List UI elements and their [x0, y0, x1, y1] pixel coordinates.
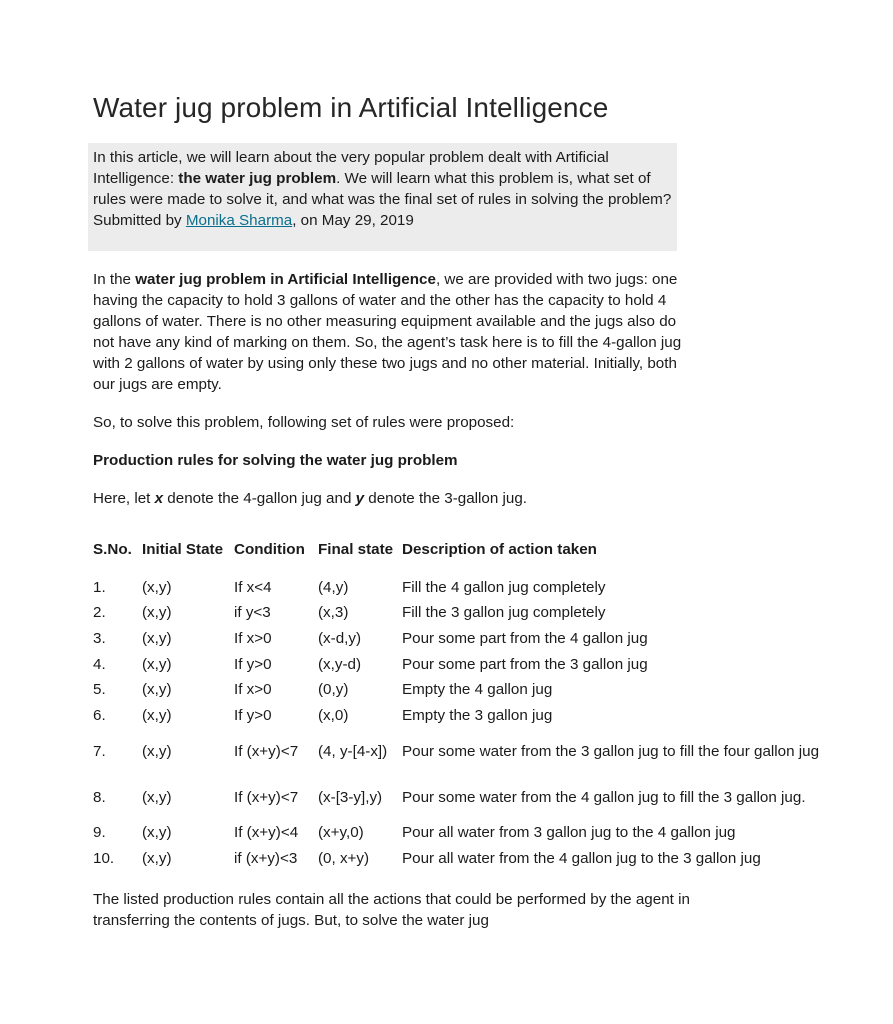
- intro-text-2: . We will learn what this problem is, what set of rules were made to solve it, and what was the final set of rules in solving the problem?: [93, 170, 672, 208]
- cell-final-state: (x-d,y): [318, 629, 362, 647]
- header-description: Description of action taken: [402, 541, 597, 558]
- para3-text-3: denote the 3-gallon jug.: [364, 490, 528, 507]
- cell-initial-state: (x,y): [142, 629, 172, 647]
- para1-text-1: In the: [93, 271, 136, 288]
- cell-condition: If (x+y)<7: [234, 743, 299, 761]
- table-row: [93, 626, 893, 652]
- submitted-line: [93, 210, 672, 231]
- cell-final-state: (x,y-d): [318, 655, 362, 673]
- cell-condition: If y>0: [234, 706, 272, 724]
- cell-sno: 6.: [93, 706, 106, 724]
- header-condition: Condition: [234, 541, 305, 558]
- cell-condition: If (x+y)<7: [234, 789, 299, 807]
- paragraph-intro: [93, 269, 693, 395]
- para3-text-1: Here, let: [93, 490, 155, 507]
- cell-initial-state: (x,y): [142, 604, 172, 622]
- author-link[interactable]: Monika Sharma: [185, 212, 293, 229]
- cell-sno: 2.: [93, 604, 106, 622]
- paragraph-rules-intro: So, to solve this problem, following set of rules were proposed:: [93, 414, 515, 431]
- cell-final-state: (x,0): [318, 706, 349, 724]
- cell-final-state: (x-[3-y],y): [318, 789, 383, 807]
- cell-condition: If x>0: [234, 629, 272, 647]
- cell-condition: If y>0: [234, 655, 272, 673]
- cell-description: Fill the 4 gallon jug completely: [402, 578, 606, 596]
- intro-text: [93, 147, 672, 210]
- table-row: [93, 575, 893, 601]
- cell-condition: If x<4: [234, 578, 272, 596]
- cell-final-state: (x+y,0): [318, 824, 364, 842]
- header-initial-state: Initial State: [142, 541, 224, 558]
- cell-description: Pour some water from the 4 gallon jug to fill the 3 gallon jug.: [402, 789, 806, 807]
- cell-description: Pour all water from the 4 gallon jug to the 3 gallon jug: [402, 849, 761, 867]
- cell-final-state: (0,y): [318, 681, 349, 699]
- header-final-state: Final state: [318, 541, 394, 558]
- cell-initial-state: (x,y): [142, 681, 172, 699]
- table-row: [93, 677, 893, 703]
- cell-condition: if y<3: [234, 604, 271, 622]
- cell-description: Pour all water from 3 gallon jug to the 4 gallon jug: [402, 824, 736, 842]
- intro-bold: the water jug problem: [178, 170, 337, 187]
- page-title: Water jug problem in Artificial Intelligence: [93, 92, 609, 123]
- cell-initial-state: (x,y): [142, 655, 172, 673]
- cell-condition: If x>0: [234, 681, 272, 699]
- cell-sno: 8.: [93, 789, 106, 807]
- cell-initial-state: (x,y): [142, 743, 172, 761]
- cell-sno: 3.: [93, 629, 106, 647]
- cell-description: Empty the 4 gallon jug: [402, 681, 553, 699]
- cell-description: Fill the 3 gallon jug completely: [402, 604, 606, 622]
- var-x: x: [154, 490, 164, 507]
- paragraph-variables: [93, 488, 693, 509]
- cell-final-state: (4,y): [318, 578, 349, 596]
- table-row: [93, 821, 893, 847]
- submitted-date: , on May 29, 2019: [292, 212, 414, 229]
- table-row: [93, 652, 893, 678]
- section-heading: Production rules for solving the water jug problem: [93, 452, 458, 469]
- cell-description: Pour some water from the 3 gallon jug to fill the four gallon jug: [402, 743, 820, 761]
- production-rules-table: [93, 525, 893, 872]
- cell-sno: 10.: [93, 849, 115, 867]
- para1-text-2: , we are provided with two jugs: one having the capacity to hold 3 gallons of water and the other has the capacity to hold 4 gallons of water. There is no other measuring equipment available and the jugs also do not have any kind of marking on them. So, the agent’s task here is to fill the 4-gallon jug with 2 gallons of water by using only these two jugs and no other material. Initially, both our jugs are empty.: [93, 271, 682, 393]
- cell-sno: 5.: [93, 681, 106, 699]
- cell-sno: 4.: [93, 655, 106, 673]
- cell-sno: 7.: [93, 743, 106, 761]
- intro-text-1: In this article, we will learn about the very popular problem dealt with Artificial Intelligence:: [93, 149, 609, 187]
- paragraph-closing: The listed production rules contain all the actions that could be performed by the agent in transferring the contents of jugs. But, to solve the water jug: [93, 891, 690, 929]
- table-row: [93, 729, 893, 775]
- para1-bold: water jug problem in Artificial Intelligence: [135, 271, 436, 288]
- intro-box: [88, 143, 677, 251]
- submitted-prefix: Submitted by: [93, 212, 186, 229]
- cell-initial-state: (x,y): [142, 849, 172, 867]
- cell-final-state: (4, y-[4-x]): [318, 743, 388, 761]
- table-row: [93, 703, 893, 729]
- header-sno: S.No.: [93, 541, 132, 558]
- cell-initial-state: (x,y): [142, 824, 172, 842]
- cell-condition: if (x+y)<3: [234, 849, 298, 867]
- para3-text-2: denote the 4-gallon jug and: [163, 490, 356, 507]
- cell-description: Empty the 3 gallon jug: [402, 706, 553, 724]
- cell-description: Pour some part from the 3 gallon jug: [402, 655, 648, 673]
- cell-final-state: (x,3): [318, 604, 349, 622]
- cell-final-state: (0, x+y): [318, 849, 370, 867]
- table-row: [93, 846, 893, 872]
- cell-condition: If (x+y)<4: [234, 824, 299, 842]
- var-y: y: [355, 490, 365, 507]
- cell-sno: 1.: [93, 578, 106, 596]
- cell-sno: 9.: [93, 824, 106, 842]
- table-row: [93, 601, 893, 627]
- cell-description: Pour some part from the 4 gallon jug: [402, 629, 648, 647]
- cell-initial-state: (x,y): [142, 789, 172, 807]
- cell-initial-state: (x,y): [142, 706, 172, 724]
- cell-initial-state: (x,y): [142, 578, 172, 596]
- table-header-row: [93, 525, 893, 575]
- table-row: [93, 775, 893, 821]
